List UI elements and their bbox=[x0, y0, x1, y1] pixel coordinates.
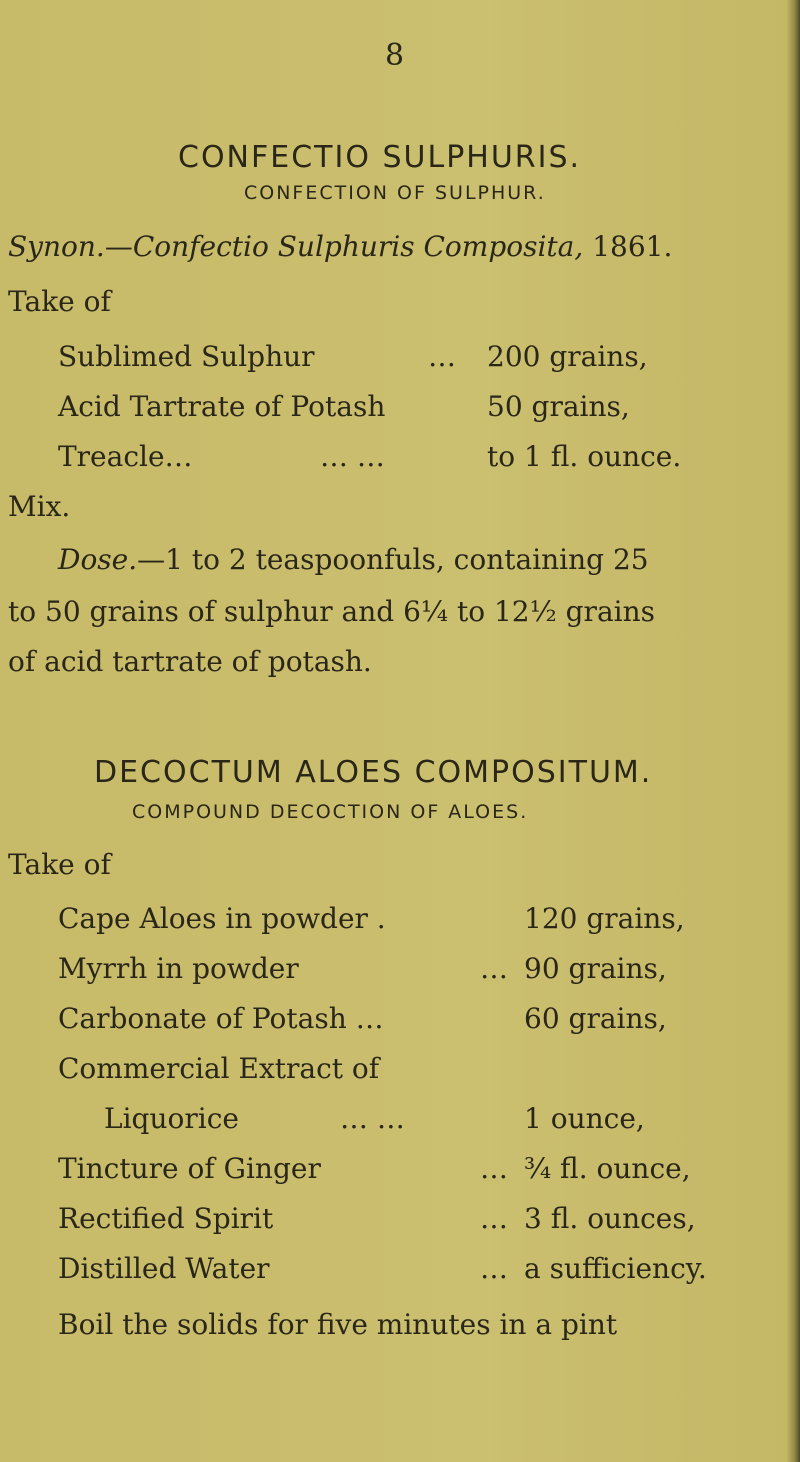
take-of-heading: Take of bbox=[8, 285, 111, 318]
section-subtitle-confection-of-sulphur: CONFECTION OF SULPHUR. bbox=[244, 182, 546, 204]
ingredient-name: Treacle… bbox=[58, 440, 193, 473]
page-number: 8 bbox=[385, 38, 405, 73]
synonym-label: Synon. bbox=[8, 230, 105, 263]
ingredient-name: Myrrh in powder bbox=[58, 952, 299, 985]
synonym-text: Confectio Sulphuris Composita, bbox=[132, 230, 584, 263]
ingredient-name: Distilled Water bbox=[58, 1252, 270, 1285]
ingredient-name: Carbonate of Potash … bbox=[58, 1002, 384, 1035]
ingredient-amount: 60 grains, bbox=[524, 1002, 667, 1035]
ingredient-amount: ¾ fl. ounce, bbox=[524, 1152, 691, 1185]
dose-line-1 bbox=[58, 543, 649, 576]
synonym-dash: — bbox=[104, 230, 133, 263]
ingredient-name: Acid Tartrate of Potash bbox=[58, 390, 386, 423]
ingredient-amount: a sufficiency. bbox=[524, 1252, 707, 1285]
dose-line-2: to 50 grains of sulphur and 6¼ to 12½ grains bbox=[8, 595, 655, 628]
ingredient-amount: 3 fl. ounces, bbox=[524, 1202, 696, 1235]
ingredient-leader: … … bbox=[340, 1102, 405, 1135]
section-title-decoctum-aloes: DECOCTUM ALOES COMPOSITUM. bbox=[94, 755, 653, 790]
synonym-year: 1861. bbox=[592, 230, 673, 263]
ingredient-amount: 50 grains, bbox=[487, 390, 630, 423]
dose-label: Dose. bbox=[58, 543, 138, 576]
ingredient-amount: 120 grains, bbox=[524, 902, 685, 935]
ingredient-amount: 200 grains, bbox=[487, 340, 648, 373]
ingredient-name: Sublimed Sulphur bbox=[58, 340, 315, 373]
section-subtitle-compound-decoction: COMPOUND DECOCTION OF ALOES. bbox=[132, 801, 529, 823]
ingredient-name: Commercial Extract of bbox=[58, 1052, 380, 1085]
ingredient-name: Rectified Spirit bbox=[58, 1202, 274, 1235]
ingredient-leader: … bbox=[428, 340, 456, 373]
section-title-confectio-sulphuris: CONFECTIO SULPHURIS. bbox=[178, 140, 582, 175]
ingredient-leader: … bbox=[480, 1202, 508, 1235]
ingredient-name: Tincture of Ginger bbox=[58, 1152, 321, 1185]
page-edge-shadow bbox=[786, 0, 800, 1462]
ingredient-amount: 1 ounce, bbox=[524, 1102, 645, 1135]
take-of-heading: Take of bbox=[8, 848, 111, 881]
ingredient-name: Liquorice bbox=[104, 1102, 239, 1135]
synonym-line bbox=[8, 230, 672, 263]
dose-text-1: —1 to 2 teaspoonfuls, containing 25 bbox=[137, 543, 649, 576]
ingredient-amount: to 1 fl. ounce. bbox=[487, 440, 682, 473]
ingredient-leader: … bbox=[480, 1152, 508, 1185]
ingredient-leader: … bbox=[480, 1252, 508, 1285]
ingredient-name: Cape Aloes in powder . bbox=[58, 902, 386, 935]
ingredient-amount: 90 grains, bbox=[524, 952, 667, 985]
ingredient-leader: … … bbox=[320, 440, 385, 473]
dose-line-3: of acid tartrate of potash. bbox=[8, 645, 372, 678]
boil-instruction: Boil the solids for five minutes in a pint bbox=[58, 1308, 618, 1341]
mix-instruction: Mix. bbox=[8, 490, 71, 523]
ingredient-leader: … bbox=[480, 952, 508, 985]
